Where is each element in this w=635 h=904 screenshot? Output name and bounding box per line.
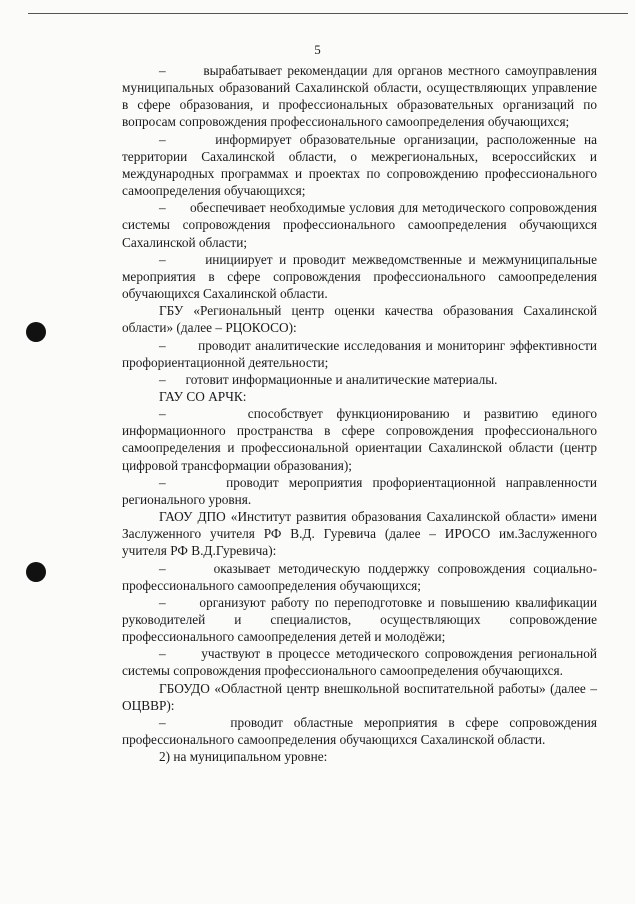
paragraph: ГБУ «Региональный центр оценки качества образования Сахалинской области» (далее – РЦОКОСО): (122, 303, 597, 336)
paragraph: – проводит областные мероприятия в сфере сопровождения профессионального самоопределения обучающихся Сахалинской области. (122, 714, 597, 748)
punch-hole (26, 322, 46, 342)
paragraph: ГАУ СО АРЧК: (159, 388, 247, 404)
top-rule (28, 13, 628, 14)
paragraph: – вырабатывает рекомендации для органов местного самоуправления муниципальных образований Сахалинской области, осуществляющих управление в сфере образования, и профессиональных образовательных организаций по вопросам сопровождения профессионального самоопределения обучающихся; (122, 63, 597, 130)
paragraph: – оказывает методическую поддержку сопровождения социально-профессионального самоопределения обучающихся; (122, 560, 597, 593)
paragraph: – проводит мероприятия профориентационной направленности регионального уровня. (122, 474, 597, 507)
paragraph: ГАОУ ДПО «Институт развития образования Сахалинской области» имени Заслуженного учителя РФ В.Д. Гуревича (далее – ИРОСО им.Заслуженного учителя РФ В.Д.Гуревича): (122, 509, 597, 559)
paragraph: – информирует образовательные организации, расположенные на территории Сахалинской области, о межрегиональных, всероссийских и международных программах и проектах по сопровождению профессионального самоопределения обучающихся; (122, 131, 597, 199)
paragraph: – готовит информационные и аналитические материалы. (159, 371, 498, 387)
paragraph: – организуют работу по переподготовке и повышению квалификации руководителей и специалистов, осуществляющих сопровождение профессионального самоопределения детей и молодёжи; (122, 594, 597, 645)
paragraph: ГБОУДО «Областной центр внешкольной воспитательной работы» (далее – ОЦВВР): (122, 680, 597, 713)
page-number: 5 (314, 42, 321, 57)
document-body (122, 62, 597, 765)
paragraph: – проводит аналитические исследования и мониторинг эффективности профориентационной деятельности; (122, 337, 597, 370)
paragraph: 2) на муниципальном уровне: (159, 749, 328, 765)
paragraph: – инициирует и проводит межведомственные и межмуниципальные мероприятия в сфере сопровождения профессионального самоопределения обучающихся Сахалинской области. (122, 251, 597, 302)
punch-hole (26, 562, 46, 582)
paragraph: – способствует функционированию и развитию единого информационного пространства в сфере сопровождения профессионального самоопределения и профессиональной ориентации Сахалинской области (центр цифровой трансформации образования); (122, 406, 597, 473)
paragraph: – участвуют в процессе методического сопровождения региональной системы сопровождения профессионального самоопределения обучающихся. (122, 646, 597, 679)
paragraph: – обеспечивает необходимые условия для методического сопровождения системы сопровождения профессионального самоопределения обучающихся Сахалинской области; (122, 200, 597, 250)
